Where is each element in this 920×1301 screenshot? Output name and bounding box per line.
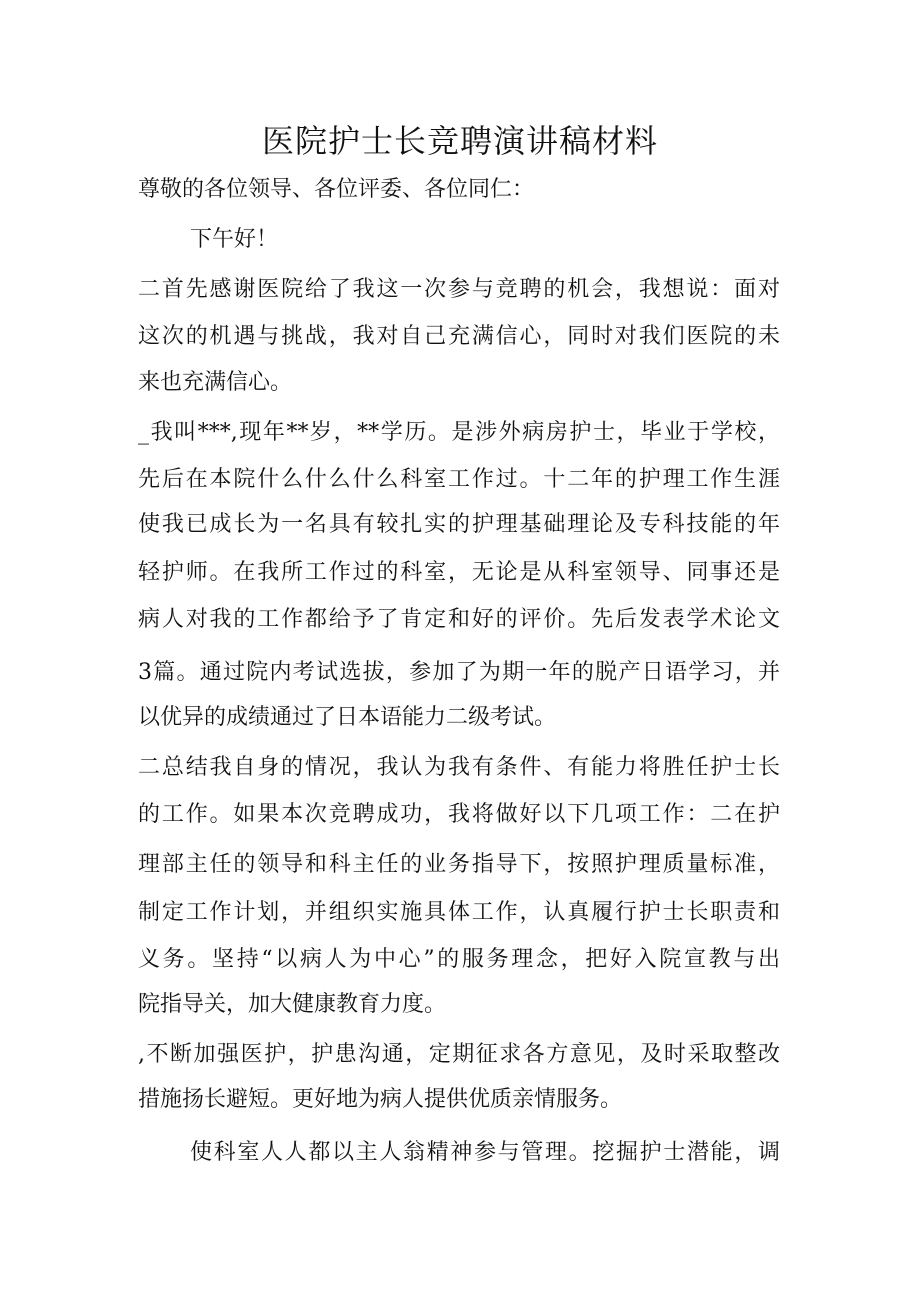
- paragraph-line: 这次的机遇与挑战，我对自己充满信心，同时对我们医院的未: [138, 324, 780, 349]
- paragraph-line: 以优异的成绩通过了日本语能力二级考试。: [138, 705, 557, 730]
- paragraph-line: 使科室人人都以主人翁精神参与管理。挖掘护士潜能，调: [190, 1140, 780, 1165]
- paragraph-line: 理部主任的领导和科主任的业务指导下，按照护理质量标准，: [138, 852, 780, 877]
- paragraph-line: 轻护师。在我所工作过的科室，无论是从科室领导、同事还是: [138, 560, 780, 585]
- paragraph-line: 措施扬长避短。更好地为病人提供优质亲情服务。: [138, 1087, 623, 1112]
- paragraph-line: 义务。坚持“以病人为中心”的服务理念，把好入院宣教与出: [138, 947, 780, 972]
- paragraph-line: 的工作。如果本次竞聘成功，我将做好以下几项工作：二在护: [138, 802, 780, 827]
- paragraph-line: 二总结我自身的情况，我认为我有条件、有能力将胜任护士长: [138, 755, 780, 780]
- paragraph-line: 使我已成长为一名具有较扎实的护理基础理论及专科技能的年: [138, 512, 780, 537]
- paragraph-line: _我叫***,现年**岁，**学历。是涉外病房护士，毕业于学校，: [138, 420, 780, 445]
- document-title: 医院护士长竞聘演讲稿材料: [261, 122, 658, 160]
- paragraph-line: 来也充满信心。: [138, 370, 293, 395]
- paragraph-line: 二首先感谢医院给了我这一次参与竞聘的机会，我想说：面对: [138, 277, 780, 302]
- paragraph-line: 先后在本院什么什么什么科室工作过。十二年的护理工作生涯: [138, 467, 780, 492]
- paragraph-line: 院指导关，加大健康教育力度。: [138, 992, 447, 1017]
- paragraph-line: ,不断加强医护，护患沟通，定期征求各方意见，及时采取整改: [138, 1042, 780, 1067]
- paragraph-line: 病人对我的工作都给予了肯定和好的评价。先后发表学术论文: [138, 607, 780, 632]
- salutation: 尊敬的各位领导、各位评委、各位同仁：: [138, 177, 535, 202]
- greeting: 下午好！: [190, 227, 279, 252]
- paragraph-line: 制定工作计划，并组织实施具体工作，认真履行护士长职责和: [138, 900, 780, 925]
- paragraph-line: 3篇。通过院内考试选拔，参加了为期一年的脱产日语学习，并: [138, 660, 780, 685]
